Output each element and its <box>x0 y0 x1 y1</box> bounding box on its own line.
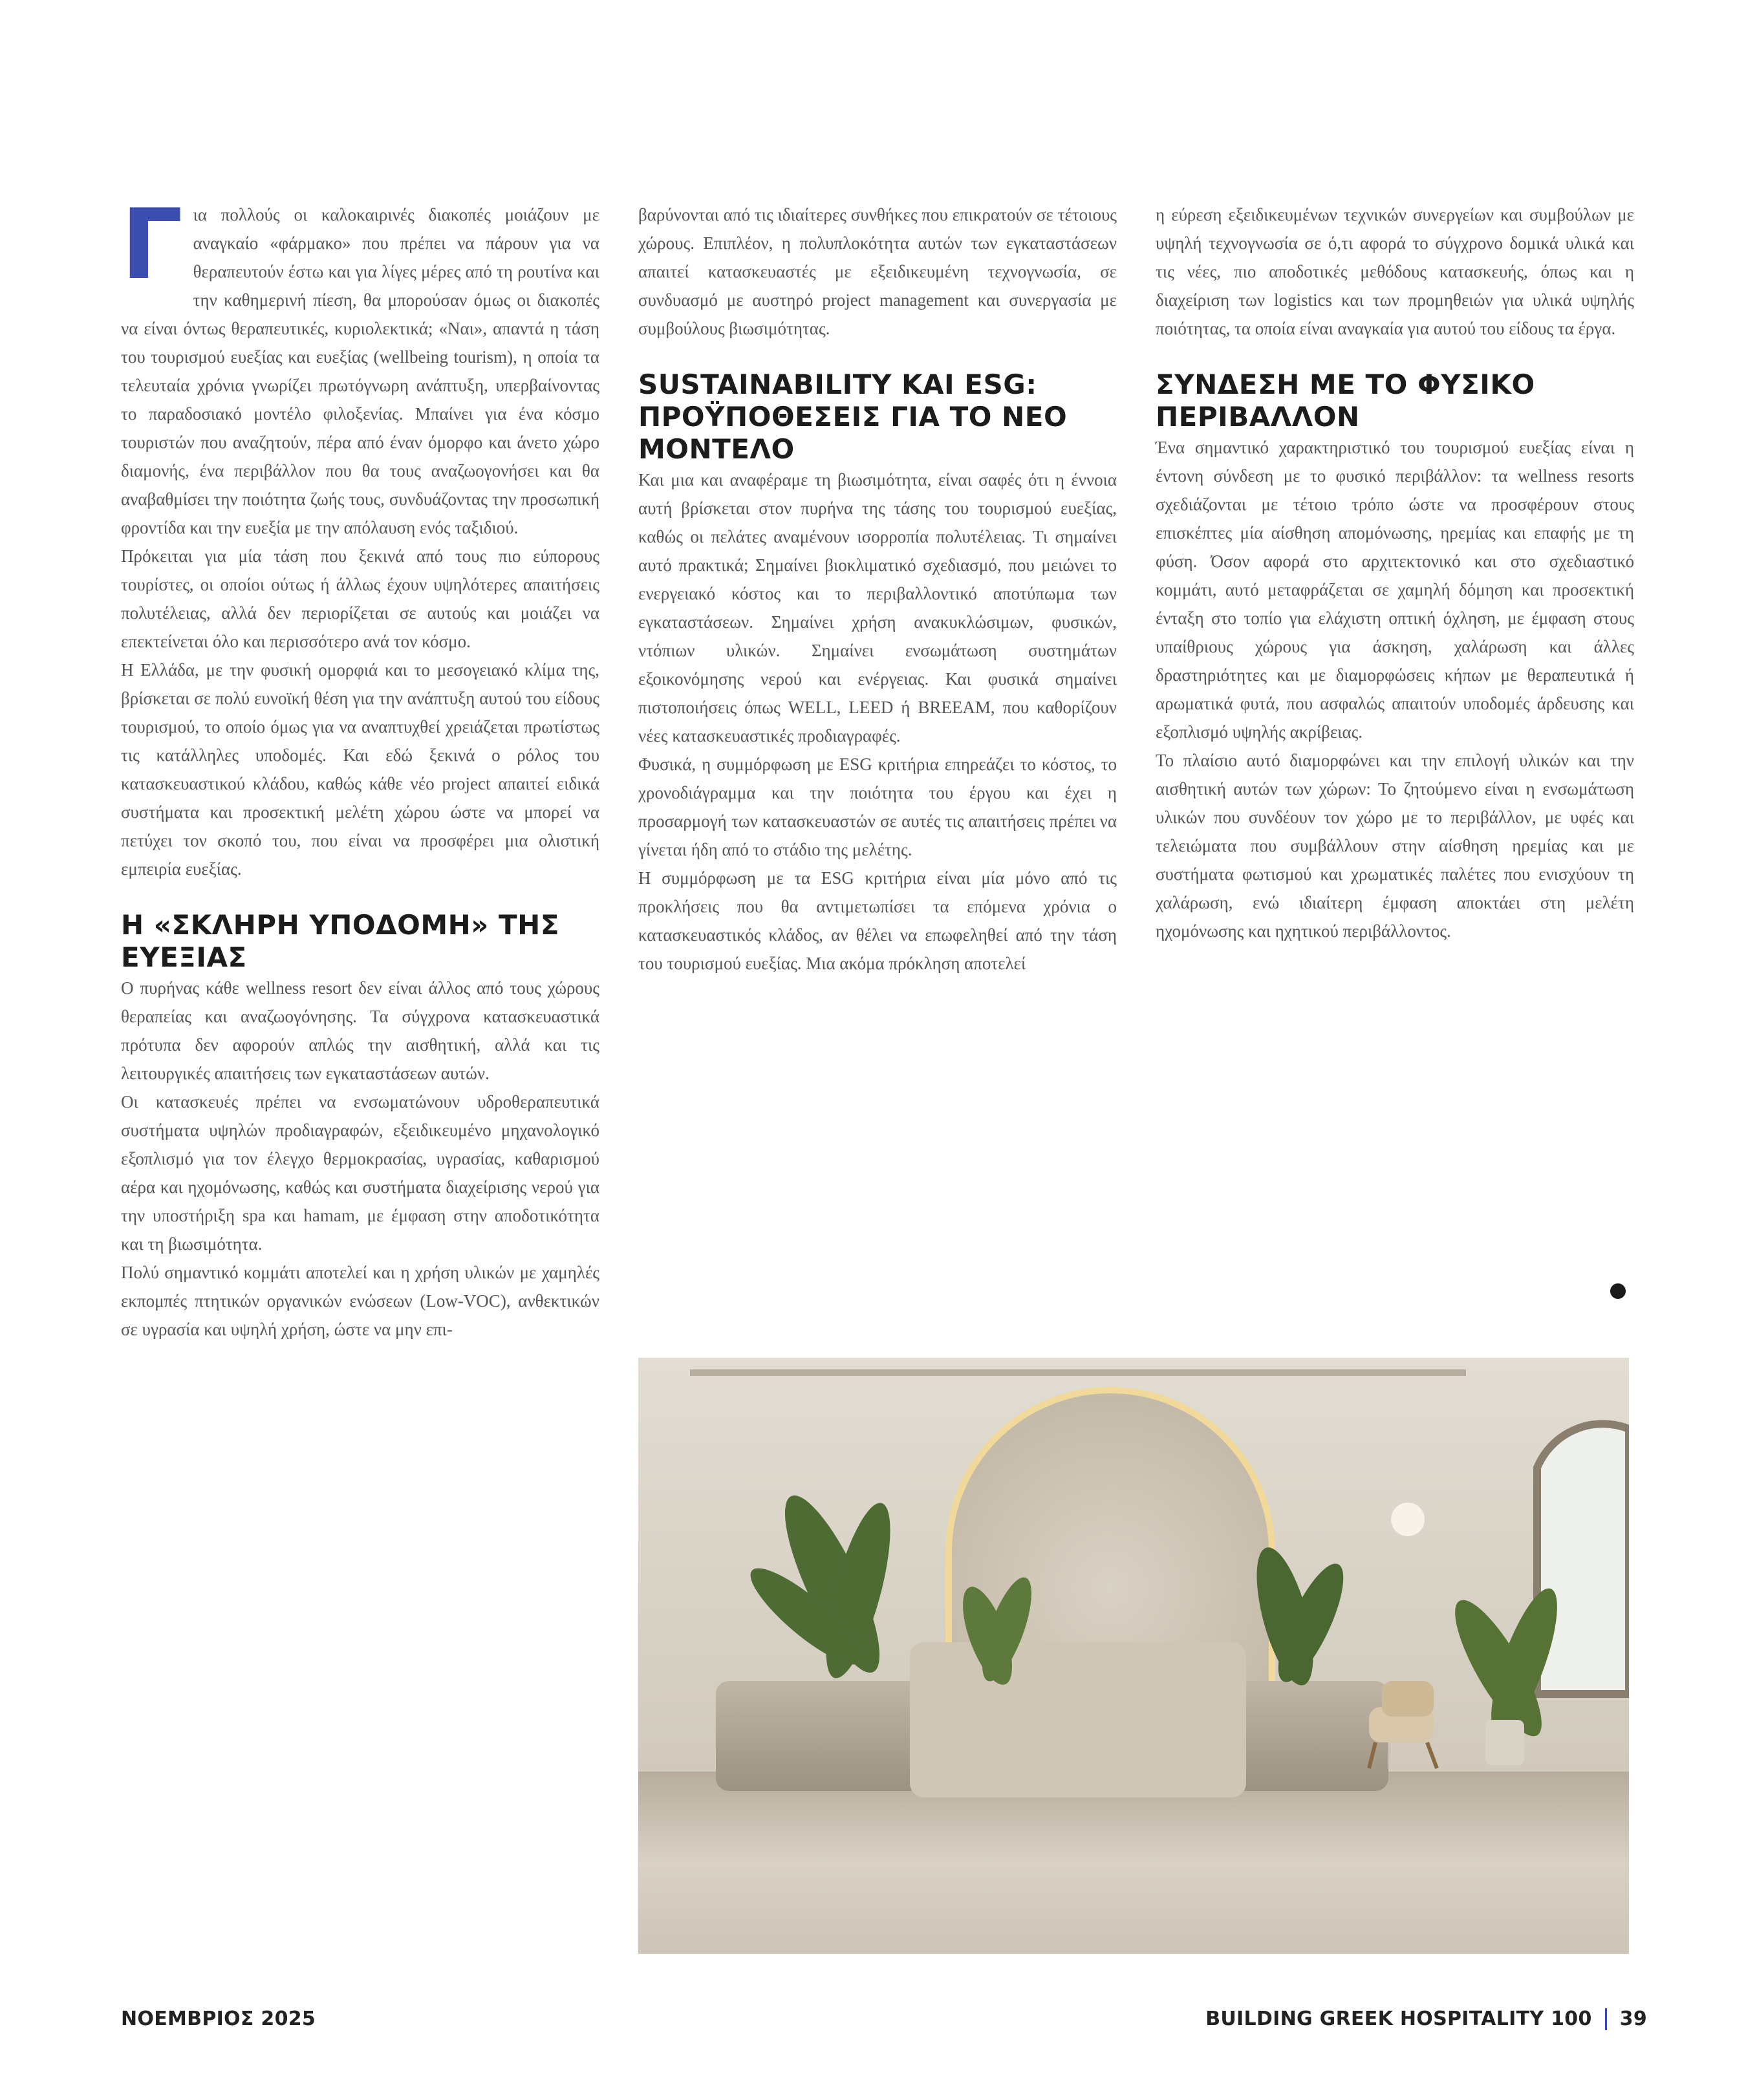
paragraph: Ο πυρήνας κάθε wellness resort δεν είναι άλλος από τους χώρους θεραπείας και αναζωογόνησης. Τα σύγχρονα κατασκευαστικά πρότυπα δεν αφορούν απλώς την αισθητική, αλλά και τις λειτουργικές απαιτήσεις των εγκαταστάσεων αυτών. <box>121 978 599 1083</box>
spacer <box>638 343 1117 369</box>
article-column-3 <box>1156 200 1634 945</box>
paragraph: η εύρεση εξειδικευμένων τεχνικών συνεργείων και συμβούλων με υψηλή τεχνογνωσία σε ό,τι αφορά το σύγχρονο δομικά υλικά και τις νέες, πιο αποδοτικές μεθόδους κατασκευής, όπως και η διαχείριση των logistics και των προμηθειών για υλικά υψηλής ποιότητας, τα οποία είναι αναγκαία για αυτού του είδους τα έργα. <box>1156 205 1634 338</box>
paragraph: Η συμμόρφωση με τα ESG κριτήρια είναι μία μόνο από τις προκλήσεις που θα αντιμετωπίσει τα επόμενα χρόνια ο κατασκευαστικός κλάδος, αν θέλει να επωφεληθεί από την τάση του τουρισμού ευεξίας. Μια ακόμα πρόκληση αποτελεί <box>638 868 1117 973</box>
paragraph: Ένα σημαντικό χαρακτηριστικό του τουρισμού ευεξίας είναι η έντονη σύνδεση με το φυσικό περιβάλλον: τα wellness resorts σχεδιάζονται με τέτοιο τρόπο ώστε να προσφέρουν στους επισκέπτες μία αίσθηση απομόνωσης, ηρεμίας και επαφής με τη φύση. Όσον αφορά στο αρχιτεκτονικό και στο σχεδιαστικό κομμάτι, αυτό μεταφράζεται σε χαμηλή δόμηση και προσεκτική ένταξη στο τοπίο για ελάχιστη οπτική όχληση, με έμφαση στους υπαίθριους χώρους για άσκηση, χαλάρωση και άλλες δραστηριότητες και με διαμορφώσεις κήπων με θεραπευτικά ή αρωματικά φυτά, που ασφαλώς απαιτούν υποδομές άρδευσης και εξοπλισμό υψηλής ακρίβειας. <box>1156 438 1634 742</box>
footer-divider <box>1605 2008 1607 2030</box>
paragraph: Η Ελλάδα, με την φυσική ομορφιά και το μεσογειακό κλίμα της, βρίσκεται σε πολύ ευνοϊκή θέση για την ανάπτυξη αυτού του είδους τουρισμού, το οποίο όμως για να αναπτυχθεί χρειάζεται πρωτίστως τις κατάλληλες υποδομές. Και εδώ ξεκινά ο ρόλος του κατασκευαστικού κλάδου, καθώς κάθε νέο project απαιτεί ειδικά συστήματα και προσεκτική μελέτη χώρου ώστε να μπορεί να πετύχει τον σκοπό του, που είναι να προσφέρει μια ολιστική εμπειρία ευεξίας. <box>121 660 599 879</box>
article-column-2 <box>638 200 1117 978</box>
paragraph: Και μια και αναφέραμε τη βιωσιμότητα, είναι σαφές ότι η έννοια αυτή βρίσκεται στον πυρήνα της τάσης του τουρισμού ευεξίας, καθώς οι πελάτες αναμένουν ισορροπία πολυτέλειας. Τι σημαίνει αυτό πρακτικά; Σημαίνει βιοκλιματικό σχεδιασμό, που μειώνει το ενεργειακό κόστος και το περιβαλλοντικό αποτύπωμα των εγκαταστάσεων. Σημαίνει χρήση ανακυκλώσιμων, φυσικών, ντόπιων υλικών. Σημαίνει ενσωμάτωση συστημάτων εξοικονόμησης νερού και ενέργειας. Και φυσικά σημαίνει πιστοποιήσεις όπως WELL, LEED ή BREEAM, που καθορίζουν νέες κατασκευαστικές προδιαγραφές. <box>638 470 1117 745</box>
paragraph: Οι κατασκευές πρέπει να ενσωματώνουν υδροθεραπευτικά συστήματα υψηλών προδιαγραφών, εξειδικευμένο μηχανολογικό εξοπλισμό για τον έλεγχο θερμοκρασίας, υγρασίας, καθαρισμού αέρα και ηχομόνωσης, καθώς και συστήματα διαχείρισης νερού για την υποστήριξη spa και hamam, με έμφαση στην αποδοτικότητα και τη βιωσιμότητα. <box>121 1092 599 1254</box>
spacer <box>1156 343 1634 369</box>
section-heading: ΣΥΝΔΕΣΗ ΜΕ ΤΟ ΦΥΣΙΚΟ ΠΕΡΙΒΑΛΛΟΝ <box>1156 369 1535 433</box>
drop-cap: Γ <box>121 189 183 301</box>
paragraph: Πολύ σημαντικό κομμάτι αποτελεί και η χρήση υλικών με χαμηλές εκπομπές πτητικών οργανικών ενώσεων (Low-VOC), ανθεκτικών σε υγρασία και υψηλή χρήση, ώστε να μην επι- <box>121 1263 599 1339</box>
article-column-1 <box>121 189 599 1344</box>
ceiling-trim <box>690 1369 1466 1376</box>
intro-paragraph: ια πολλούς οι καλοκαιρινές διακοπές μοιάζουν με αναγκαίο «φάρμακο» που πρέπει να πάρουν για να θεραπευτούν έστω και για λίγες μέρες από τη ρουτίνα και την καθημερινή πίεση, θα μπορούσαν όμως οι διακοπές να είναι όντως θεραπευτικές, κυριολεκτικά; «Ναι», απαντά η τάση του τουρισμού ευεξίας και ευεξίας (wellbeing tourism), η οποία τα τελευταία χρόνια γνωρίζει πρωτόγνωρη ανάπτυξη, υπερβαίνοντας το παραδοσιακό μοντέλο φιλοξενίας. Μπαίνει για ένα κόσμο τουριστών που αναζητούν, πέρα από έναν όμορφο και άνετο χώρο διαμονής, ένα περιβάλλον που θα τους αναζωογονήσει και θα αναβαθμίσει την ποιότητα ζωής τους, συνδυάζοντας την προσωπική φροντίδα και την ευεξία με την απόλαυση ενός ταξιδιού. <box>121 205 599 537</box>
marble-floor <box>638 1772 1629 1954</box>
wall-sconce <box>1391 1503 1425 1536</box>
spacer <box>121 883 599 909</box>
footer-right <box>1205 2008 1647 2030</box>
paragraph: Πρόκειται για μία τάση που ξεκινά από τους πιο εύπορους τουρίστες, οι οποίοι ούτως ή άλλως έχουν υψηλότερες απαιτήσεις πολυτέλειας, αλλά δεν περιορίζεται σε αυτούς και μοιάζει να επεκτείνεται όλο και περισσότερο ανά τον κόσμο. <box>121 546 599 651</box>
magazine-title: BUILDING GREEK HOSPITALITY 100 <box>1205 2008 1592 2030</box>
arched-window <box>1537 1424 1629 1694</box>
paragraph: Το πλαίσιο αυτό διαμορφώνει και την επιλογή υλικών και την αισθητική αυτών των χώρων: Το ζητούμενο είναι η ενσωμάτωση υλικών που συνδέουν τον χώρο με το περιβάλλον, με υφές και τελειώματα που συμβάλλουν στην αίσθηση ηρεμίας και με συστήματα φωτισμού και χρωματικές παλέτες που ενισχύουν τη χαλάρωση, ενώ ιδιαίτερη έμφαση αποκτάει στη μελέτη ηχομόνωσης και ηχητικού περιβάλλοντος. <box>1156 751 1634 941</box>
article-end-mark <box>1610 1283 1626 1299</box>
page-number: 39 <box>1619 2008 1647 2030</box>
section-heading: SUSTAINABILITY ΚΑΙ ESG: ΠΡΟΫΠΟΘΕΣΕΙΣ ΓΙΑ ΤΟ ΝΕΟ ΜΟΝΤΕΛΟ <box>638 369 1068 465</box>
issue-date: ΝΟΕΜΒΡΙΟΣ 2025 <box>121 2008 316 2030</box>
paragraph: βαρύνονται από τις ιδιαίτερες συνθήκες που επικρατούν σε τέτοιους χώρους. Επιπλέον, η πολυπλοκότητα αυτών των εγκαταστάσεων απαιτεί κατασκευαστές με εξειδικευμένη τεχνογνωσία, σε συνδυασμό με αυστηρό project management και συνεργασία με συμβούλους βιωσιμότητας. <box>638 205 1117 338</box>
reception-counter <box>910 1642 1246 1797</box>
paragraph: Φυσικά, η συμμόρφωση με ESG κριτήρια επηρεάζει το κόστος, το χρονοδιάγραμμα και την ποιότητα του έργου και έχει η προσαρμογή των κατασκευαστών σε αυτές τις απαιτήσεις πρέπει να γίνεται ήδη από το στάδιο της μελέτης. <box>638 755 1117 859</box>
section-heading: Η «ΣΚΛΗΡΗ ΥΠΟΔΟΜΗ» ΤΗΣ ΕΥΕΞΙΑΣ <box>121 909 560 973</box>
spa-reception-photo <box>638 1358 1629 1954</box>
